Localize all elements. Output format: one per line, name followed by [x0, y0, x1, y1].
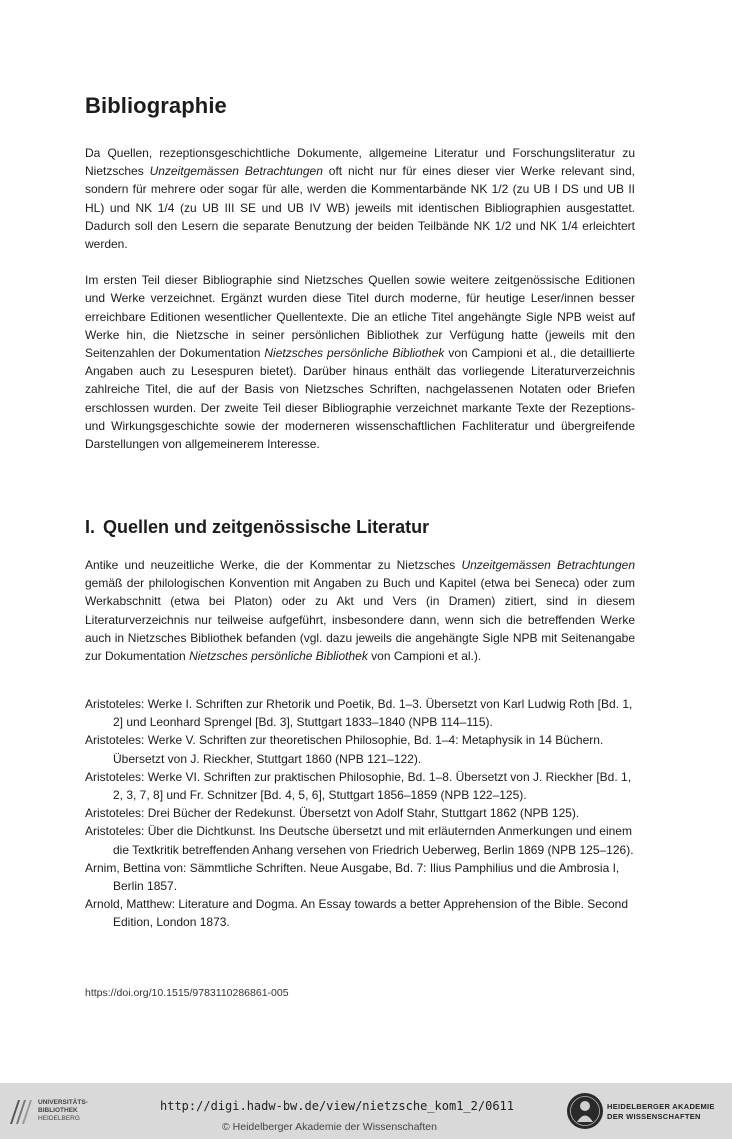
bibliography-list	[85, 695, 635, 932]
text-run: gemäß der philologischen Konvention mit Angaben zu Buch und Kapitel (etwa bei Seneca) oder zum Werkabschnitt (etwa bei Platon) oder zu Akt und Vers (in Dramen) zitiert, sind in diesem Literaturverzeichnis nur teilweise aufgeführt, insbesondere dann, wenn sich die betreffenden Werke auch in Nietzsches Bibliothek befanden (vgl. dazu jeweils die angehängte Sigle NPB mit Seitenangabe zur Dokumentation	[85, 576, 635, 664]
italic-title: Nietzsches persönliche Bibliothek	[264, 346, 445, 361]
library-name: UNIVERSITÄTS- BIBLIOTHEK HEIDELBERG	[38, 1099, 88, 1122]
text-run: von Campioni et al.).	[367, 649, 482, 664]
academy-name: HEIDELBERGER AKADEMIE DER WISSENSCHAFTEN	[607, 1102, 715, 1121]
text-run: von Campioni et al., die detaillierte Angaben auch zu Lesespuren bietet). Darüber hinaus enthält das vorliegende Literaturverzeichnis zahlreiche Titel, die auf der Basis von Nietzsches Schriften, nachgelassenen Notaten oder Briefen erschlossen wurden. Der zweite Teil dieser Bibliographie verzeichnet markante Texte der Rezeptions- und Wirkungsgeschichte sowie der moderneren wissenschaftlichen Fachliteratur und übergreifende Darstellungen von allgemeinerem Interesse.	[85, 346, 635, 452]
page-title: Bibliographie	[85, 93, 227, 118]
doi-link[interactable]: https://doi.org/10.1515/9783110286861-005	[85, 987, 289, 999]
italic-title: Unzeitgemässen Betrachtungen	[461, 558, 636, 572]
text-run: Antike und neuzeitliche Werke, die der Kommentar zu Nietzsches	[85, 558, 462, 572]
bibliography-entry: Aristoteles: Werke V. Schriften zur theoretischen Philosophie, Bd. 1–4: Metaphysik in 14 Büchern. Übersetzt von J. Rieckher, Stuttgart 1860 (NPB 121–122).	[85, 733, 604, 766]
intro-paragraph	[85, 144, 635, 253]
bibliography-entry: Aristoteles: Werke I. Schriften zur Rhetorik und Poetik, Bd. 1–3. Übersetzt von Karl Ludwig Roth [Bd. 1, 2] und Leonhard Sprengel [Bd. 3], Stuttgart 1833–1840 (NPB 114–115).	[85, 697, 633, 730]
bibliography-entry: Aristoteles: Drei Bücher der Redekunst. Übersetzt von Adolf Stahr, Stuttgart 1862 (NPB 125).	[85, 806, 580, 821]
section-title: Quellen und zeitgenössische Literatur	[103, 517, 430, 537]
section-intro	[85, 556, 635, 665]
bibliography-entry: Aristoteles: Über die Dichtkunst. Ins Deutsche übersetzt und mit erläuternden Anmerkungen und einem die Textkritik betreffenden Anhang versehen von Friedrich Ueberweg, Berlin 1869 (NPB 125–126).	[85, 824, 634, 857]
academy-logo[interactable]	[562, 1091, 727, 1133]
copyright-notice: © Heidelberger Akademie der Wissenschaften	[222, 1121, 437, 1133]
library-book-icon	[8, 1096, 34, 1126]
text-run: Da Quellen, rezeptionsgeschichtliche Dokumente, allgemeine Literatur und Forschungsliteratur zu Nietzsches	[85, 146, 635, 179]
text-run: oft nicht nur für eines dieser vier Werke relevant sind, sondern für mehrere oder sogar für alle, werden die Kommentarbände NK 1/2 (zu UB I DS und UB II HL) und NK 1/4 (zu UB III SE und UB IV WB) jeweils mit identischen Bibliographien ausgestattet. Dadurch soll den Lesern die separate Benutzung der beiden Teilbände NK 1/2 und NK 1/4 erleichtert werden.	[85, 164, 635, 252]
bibliography-entry: Aristoteles: Werke VI. Schriften zur praktischen Philosophie, Bd. 1–8. Übersetzt von J. Rieckher [Bd. 1, 2, 3, 7, 8] und Fr. Schnitzer [Bd. 4, 5, 6], Stuttgart 1856–1859 (NPB 122–125).	[85, 769, 632, 803]
university-library-logo[interactable]	[8, 1092, 98, 1132]
text-run: Im ersten Teil dieser Bibliographie sind Nietzsches Quellen sowie weitere zeitgenössische Editionen und Werke verzeichnet. Ergänzt wurden diese Titel durch moderne, für heutige Leser/innen besser erreichbare Editionen wesentlicher Quellentexte. Die an etliche Titel angehängte Sigle NPB weist auf Werke hin, die Nietzsche in seiner persönlichen Bibliothek zur Verfügung hatte (jeweils mit den Seitenzahlen der Dokumentation	[85, 273, 635, 361]
footer-bar	[0, 1083, 732, 1139]
section-heading	[85, 517, 429, 538]
italic-title: Unzeitgemässen Betrachtungen	[149, 164, 323, 179]
italic-title: Nietzsches persönliche Bibliothek	[189, 649, 368, 664]
section-number: I.	[85, 517, 96, 537]
bibliography-entry: Arnold, Matthew: Literature and Dogma. An Essay towards a better Apprehension of the Bible. Second Edition, London 1873.	[85, 897, 628, 930]
permalink-url[interactable]: http://digi.hadw-bw.de/view/nietzsche_kom1_2/0611	[160, 1099, 515, 1113]
intro-paragraph	[85, 271, 635, 453]
intro-text	[85, 144, 635, 471]
bibliography-entry: Arnim, Bettina von: Sämmtliche Schriften. Neue Ausgabe, Bd. 7: Ilius Pamphilius und die Ambrosia I, Berlin 1857.	[85, 860, 620, 894]
academy-seal-icon	[566, 1092, 604, 1130]
